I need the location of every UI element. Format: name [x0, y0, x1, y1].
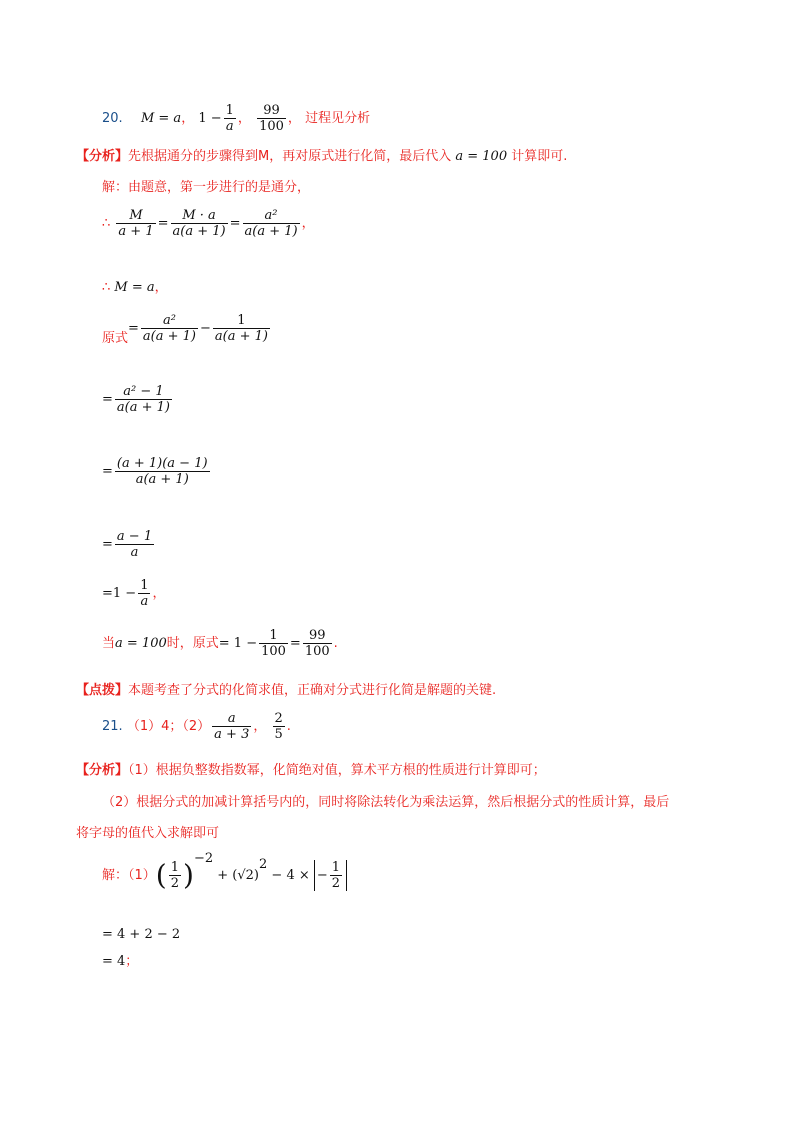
- q21-sol-exp2: 2: [259, 856, 268, 872]
- q21-answer1: （1）4；（2）: [126, 719, 211, 734]
- q20-analysis-tag: 【分析】: [76, 149, 129, 164]
- q21-sol-minus4: − 4 ×: [271, 868, 310, 883]
- step6-frac: [115, 529, 154, 560]
- q20-answer2-one: 1 −: [198, 111, 222, 126]
- step7-one: 1 −: [112, 586, 137, 601]
- q20-answer-m: M = a: [140, 111, 182, 126]
- plus-sign: +: [217, 868, 229, 883]
- q21-answer2-den: a + 3: [214, 727, 250, 742]
- q21-answer3-den: 5: [274, 727, 283, 742]
- q21-sol-abs-minus: −: [316, 868, 328, 883]
- q20-step3: [102, 313, 272, 344]
- q20-sep1: ，: [181, 111, 195, 126]
- left-paren: (: [155, 858, 167, 892]
- q21-analysis: [76, 764, 546, 777]
- q20-number: 20.: [102, 111, 123, 126]
- when-frac: [259, 628, 288, 659]
- q20-answer2-num: 1: [225, 103, 234, 118]
- period: .: [333, 636, 338, 651]
- step4-den: a(a + 1): [116, 400, 170, 415]
- step4-num: a² − 1: [115, 384, 172, 400]
- eq-sign: =: [229, 216, 241, 231]
- step3-frac2-num: 1: [213, 313, 270, 329]
- q21-line2: = 4 + 2 − 2: [102, 927, 181, 942]
- step1-frac2-den: a(a + 1): [172, 224, 226, 239]
- when-eq: a = 100: [115, 636, 167, 651]
- q21-sol-abs: [314, 860, 347, 891]
- semicolon: ；: [125, 954, 139, 969]
- q21-analysis-3: 将字母的值代入求解即可: [76, 826, 220, 841]
- q20-analysis-end: 计算即可.: [511, 149, 568, 164]
- eq-sign: =: [102, 392, 113, 407]
- q20-sep2: ，: [237, 111, 251, 126]
- q20-tip: [76, 684, 496, 697]
- when-label: 当: [102, 636, 116, 651]
- q20-step1: [102, 208, 315, 239]
- q20-answer2-den: a: [225, 119, 234, 134]
- step1-frac2: [171, 208, 228, 239]
- q20-analysis-text: 先根据通分的步骤得到M，再对原式进行化简，最后代入: [128, 149, 452, 164]
- comma: ，: [152, 586, 166, 601]
- q20-substitution: [102, 628, 338, 659]
- q21-sep: ，: [253, 719, 267, 734]
- q20-solution-intro: 解：由题意，第一步进行的是通分，: [102, 180, 311, 195]
- step1-frac1-den: a + 1: [118, 224, 154, 239]
- q20-step6: [102, 529, 156, 560]
- step6-den: a: [130, 545, 139, 560]
- step6-num: a − 1: [116, 529, 153, 544]
- q20-step4: [102, 384, 174, 415]
- step3-frac1-den: a(a + 1): [142, 329, 196, 344]
- q20-step2: [102, 281, 168, 294]
- therefore-symbol: ∴: [102, 280, 111, 295]
- step1-frac2-num: M · a: [171, 208, 228, 224]
- step1-frac3: [243, 208, 300, 239]
- step3-frac1: [141, 313, 198, 344]
- when-result-num: 99: [303, 628, 332, 644]
- when-result-frac: [303, 628, 332, 659]
- q20-answer-line: [102, 103, 370, 134]
- step5-num: (a + 1)(a − 1): [116, 456, 208, 471]
- q20-step5: [102, 456, 212, 487]
- eq-sign: =: [157, 216, 169, 231]
- period: .: [286, 719, 291, 734]
- q21-sol-abs-num: 1: [331, 860, 341, 875]
- q20-analysis-eq: a = 100: [455, 149, 508, 164]
- step5-den: a(a + 1): [135, 472, 189, 487]
- q21-analysis-1: （1）根据负整数指数幂，化简绝对值，算术平方根的性质进行计算即可；: [128, 763, 546, 778]
- q20-answer3-fraction: [257, 103, 286, 134]
- tip-text: 本题考查了分式的化简求值，正确对分式进行化简是解题的关键.: [128, 683, 497, 698]
- step1-frac3-num: a²: [243, 208, 300, 224]
- tip-tag: 【点拨】: [76, 683, 129, 698]
- q21-answer2-num: a: [212, 711, 251, 727]
- comma: ，: [301, 216, 315, 231]
- minus-sign: −: [200, 321, 211, 336]
- q21-sol-frac-num: 1: [170, 860, 179, 875]
- q21-solution: [102, 850, 347, 892]
- step2-eq: M = a: [114, 280, 155, 295]
- q21-line3-expr: = 4: [102, 954, 126, 969]
- eq-sign: =: [102, 537, 113, 552]
- step7-frac: [138, 578, 150, 609]
- step3-frac1-num: a²: [141, 313, 198, 329]
- q21-sol-abs-den: 2: [331, 876, 341, 891]
- q21-sol-abs-frac: [330, 860, 342, 891]
- q20-answer3-num: 99: [257, 103, 286, 119]
- q20-step7: [102, 578, 166, 609]
- eq-sign: =: [102, 464, 113, 479]
- eq-sign: =: [102, 586, 113, 601]
- q20-answer3-den: 100: [259, 119, 284, 134]
- q21-sol-frac: [169, 860, 181, 891]
- right-paren: ): [183, 858, 194, 892]
- when-den: 100: [261, 644, 286, 659]
- q21-analysis-2: （2）根据分式的加减计算括号内的，同时将除法转化为乘法运算，然后根据分式的性质计算，最后: [102, 795, 670, 810]
- q20-analysis: [76, 150, 567, 163]
- q21-line3: [102, 955, 138, 968]
- when-one: = 1 −: [218, 636, 258, 651]
- step4-frac: [115, 384, 172, 415]
- eq-sign: =: [128, 321, 139, 336]
- step1-frac3-den: a(a + 1): [244, 224, 298, 239]
- q21-answer3-num: 2: [274, 711, 283, 726]
- step3-frac2: [213, 313, 270, 344]
- q21-answer2-frac: [212, 711, 251, 742]
- q20-answer-tail: 过程见分析: [305, 111, 371, 126]
- q21-sol-frac-den: 2: [170, 876, 179, 891]
- q21-answer3-frac: [273, 711, 285, 742]
- step1-frac1-num: M: [116, 208, 155, 224]
- q20-answer2-fraction: [224, 103, 236, 134]
- comma: ，: [154, 280, 168, 295]
- q21-sol-exp1: −2: [193, 850, 214, 866]
- q20-sep3: ，: [287, 111, 301, 126]
- step3-frac2-den: a(a + 1): [214, 329, 268, 344]
- therefore-symbol: ∴: [102, 216, 111, 231]
- q21-analysis-tag: 【分析】: [76, 763, 129, 778]
- when-mid: 时，原式: [166, 636, 219, 651]
- step7-den: a: [140, 594, 149, 609]
- step7-num: 1: [140, 578, 149, 593]
- q21-sol-sqrt: (√2): [232, 868, 259, 883]
- eq-sign: =: [289, 636, 301, 651]
- step5-frac: [115, 456, 210, 487]
- q21-solution-label: 解：（1）: [102, 868, 156, 883]
- step1-frac1: [116, 208, 155, 239]
- q21-answer-line: [102, 711, 291, 742]
- original-expression-label: 原式: [102, 331, 129, 346]
- when-result-den: 100: [304, 644, 330, 659]
- q21-number: 21.: [102, 719, 123, 734]
- when-num: 1: [259, 628, 288, 644]
